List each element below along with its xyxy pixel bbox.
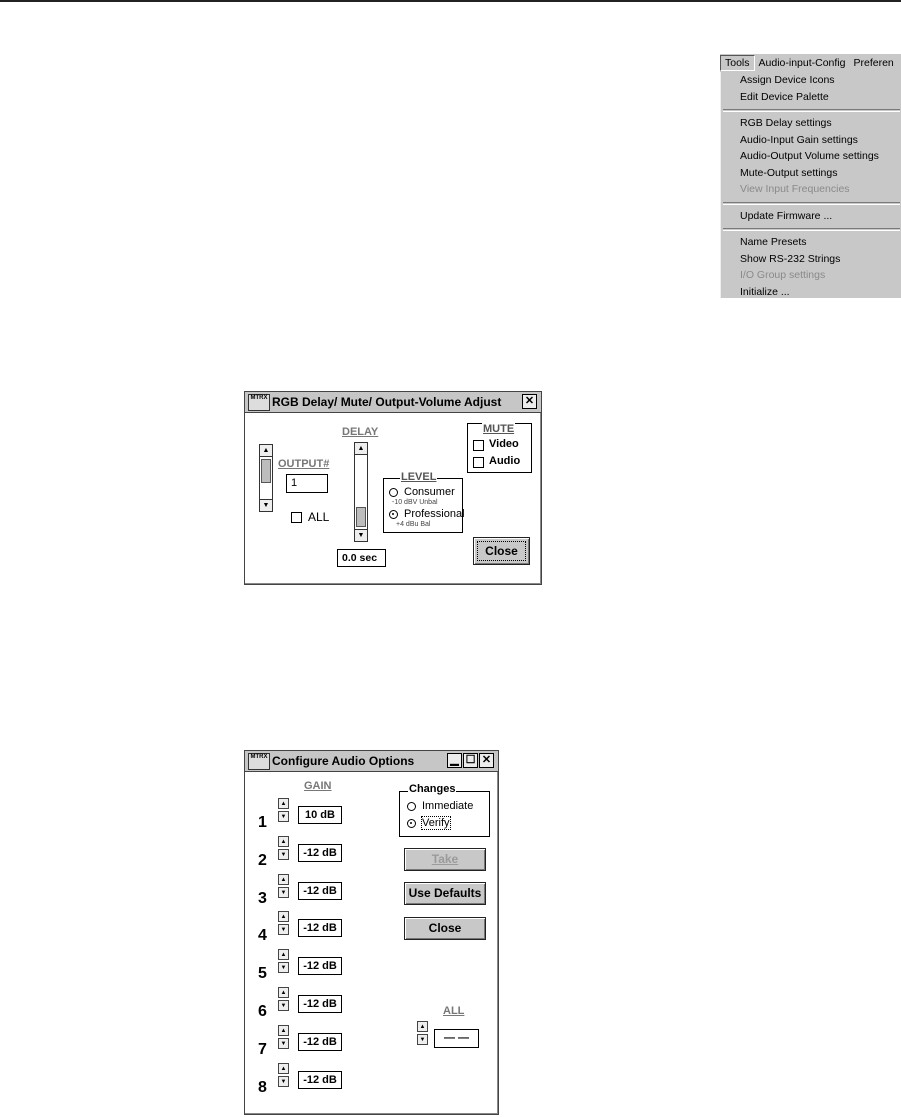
rgb-window-titlebar [245, 392, 541, 413]
all-gain-field: — — [434, 1029, 479, 1048]
channel-number: 7 [258, 1040, 267, 1058]
gain-value-field: -12 dB [298, 957, 342, 975]
take-button[interactable]: Take [404, 848, 486, 871]
professional-sub-label: +4 dBu Bal [396, 521, 431, 528]
professional-radio[interactable] [389, 510, 398, 519]
output-number-field[interactable]: 1 [286, 474, 328, 493]
scroll-down-icon[interactable]: ▼ [260, 499, 272, 511]
close-icon[interactable]: ✕ [522, 394, 537, 409]
gain-value-field: 10 dB [298, 806, 342, 824]
delay-value-field: 0.0 sec [337, 549, 386, 567]
app-icon: MTRX [248, 394, 270, 411]
gain-label: GAIN [304, 780, 332, 792]
spin-down-icon[interactable]: ▼ [278, 924, 289, 935]
delay-label: DELAY [342, 426, 379, 438]
gain-value-field: -12 dB [298, 1033, 342, 1051]
gain-spinner[interactable] [278, 798, 289, 823]
immediate-label: Immediate [422, 800, 474, 812]
menu-separator [723, 202, 900, 205]
minimize-icon[interactable]: ▁ [447, 753, 462, 768]
mute-video-checkbox[interactable] [473, 440, 484, 451]
immediate-radio[interactable] [407, 802, 416, 811]
mute-audio-label: Audio [489, 455, 521, 467]
menu-separator [723, 228, 900, 231]
gain-spinner[interactable] [278, 911, 289, 936]
spin-down-icon[interactable]: ▼ [278, 962, 289, 973]
rgb-window-title: RGB Delay/ Mute/ Output-Volume Adjust [272, 395, 502, 409]
delay-slider[interactable] [354, 442, 368, 542]
spin-up-icon[interactable]: ▲ [278, 798, 289, 809]
channel-number: 2 [258, 851, 267, 869]
consumer-label: Consumer [404, 486, 455, 498]
gain-value-field: -12 dB [298, 919, 342, 937]
consumer-sub-label: -10 dBV Unbal [392, 499, 438, 506]
level-title: LEVEL [401, 471, 437, 483]
audio-window-title: Configure Audio Options [272, 754, 415, 768]
spin-up-icon[interactable]: ▲ [278, 949, 289, 960]
menu-audio-input-config[interactable]: Audio-input-Config [758, 57, 846, 69]
spin-up-icon[interactable]: ▲ [278, 1063, 289, 1074]
all-checkbox[interactable] [291, 512, 302, 523]
gain-value-field: -12 dB [298, 995, 342, 1013]
audio-window-titlebar [245, 751, 498, 772]
menu-item-assign-device-icons[interactable]: Assign Device Icons [740, 74, 835, 86]
spin-up-icon[interactable]: ▲ [278, 836, 289, 847]
channel-number: 4 [258, 927, 267, 945]
delay-down-icon[interactable]: ▼ [355, 529, 367, 541]
gain-spinner[interactable] [278, 1063, 289, 1088]
gain-spinner[interactable] [278, 836, 289, 861]
menu-item-audio-output-volume-settings[interactable]: Audio-Output Volume settings [740, 150, 879, 162]
scroll-thumb[interactable] [261, 459, 271, 483]
menu-item-show-rs-232-strings[interactable]: Show RS-232 Strings [740, 252, 841, 265]
consumer-radio[interactable] [389, 488, 398, 497]
verify-radio[interactable] [407, 819, 416, 828]
close-icon[interactable]: ✕ [479, 753, 494, 768]
app-icon: MTRX [248, 753, 270, 770]
gain-value-field: -12 dB [298, 1071, 342, 1089]
audio-options-window [244, 750, 499, 1115]
menu-item-name-presets[interactable]: Name Presets [740, 236, 807, 248]
gain-spinner[interactable] [278, 1025, 289, 1050]
all-gain-label: ALL [443, 1005, 465, 1017]
scroll-up-icon[interactable]: ▲ [260, 445, 272, 457]
audio-close-button[interactable]: Close [404, 917, 486, 940]
spin-up-icon[interactable]: ▲ [278, 987, 289, 998]
spin-up-icon[interactable]: ▲ [278, 911, 289, 922]
gain-value-field: -12 dB [298, 844, 342, 862]
mute-title: MUTE [483, 423, 515, 435]
gain-spinner[interactable] [278, 949, 289, 974]
use-defaults-button[interactable]: Use Defaults [404, 882, 486, 905]
changes-title: Changes [409, 783, 456, 795]
delay-thumb[interactable] [356, 507, 366, 527]
menu-item-edit-device-palette[interactable]: Edit Device Palette [740, 90, 829, 103]
gain-spinner[interactable] [278, 874, 289, 899]
spin-down-icon[interactable]: ▼ [278, 1038, 289, 1049]
channel-number: 8 [258, 1078, 267, 1096]
spin-up-icon[interactable]: ▲ [417, 1021, 428, 1032]
changes-group [399, 791, 490, 837]
spin-down-icon[interactable]: ▼ [278, 1076, 289, 1087]
channel-number: 5 [258, 965, 267, 983]
maximize-icon[interactable]: ☐ [463, 753, 478, 768]
verify-label: Verify [422, 817, 450, 829]
menu-item-i-o-group-settings: I/O Group settings [740, 269, 826, 281]
output-label: OUTPUT# [278, 458, 330, 470]
spin-up-icon[interactable]: ▲ [278, 874, 289, 885]
menu-item-audio-input-gain-settings[interactable]: Audio-Input Gain settings [740, 133, 858, 146]
menu-bar [720, 54, 901, 72]
mute-audio-checkbox[interactable] [473, 457, 484, 468]
output-scrollbar[interactable] [259, 444, 273, 512]
tools-dropdown [720, 72, 901, 298]
professional-label: Professional [404, 508, 465, 520]
rgb-delay-window [244, 391, 542, 585]
page-top-rule [0, 0, 901, 2]
spin-down-icon[interactable]: ▼ [278, 1000, 289, 1011]
channel-number: 3 [258, 889, 267, 907]
spin-up-icon[interactable]: ▲ [278, 1025, 289, 1036]
all-gain-spinner[interactable] [417, 1021, 428, 1046]
menu-tools[interactable]: Tools [720, 55, 755, 71]
gain-spinner[interactable] [278, 987, 289, 1012]
gain-value-field: -12 dB [298, 882, 342, 900]
menu-item-initialize[interactable]: Initialize ... [740, 285, 790, 298]
spin-down-icon[interactable]: ▼ [417, 1034, 428, 1045]
rgb-close-button[interactable]: Close [473, 537, 530, 565]
menu-separator [723, 109, 900, 112]
mute-video-label: Video [489, 438, 519, 450]
all-checkbox-label: ALL [308, 510, 330, 524]
menu-item-update-firmware[interactable]: Update Firmware ... [740, 209, 833, 222]
spin-down-icon[interactable]: ▼ [278, 849, 289, 860]
channel-number: 1 [258, 814, 267, 831]
menu-item-mute-output-settings[interactable]: Mute-Output settings [740, 166, 838, 179]
spin-down-icon[interactable]: ▼ [278, 811, 289, 822]
spin-down-icon[interactable]: ▼ [278, 887, 289, 898]
menu-item-rgb-delay-settings[interactable]: RGB Delay settings [740, 117, 832, 129]
channel-number: 6 [258, 1003, 267, 1020]
menu-preferences[interactable]: Preferen [853, 57, 894, 69]
menu-item-view-input-frequencies: View Input Frequencies [740, 183, 850, 195]
delay-up-icon[interactable]: ▲ [355, 443, 367, 455]
